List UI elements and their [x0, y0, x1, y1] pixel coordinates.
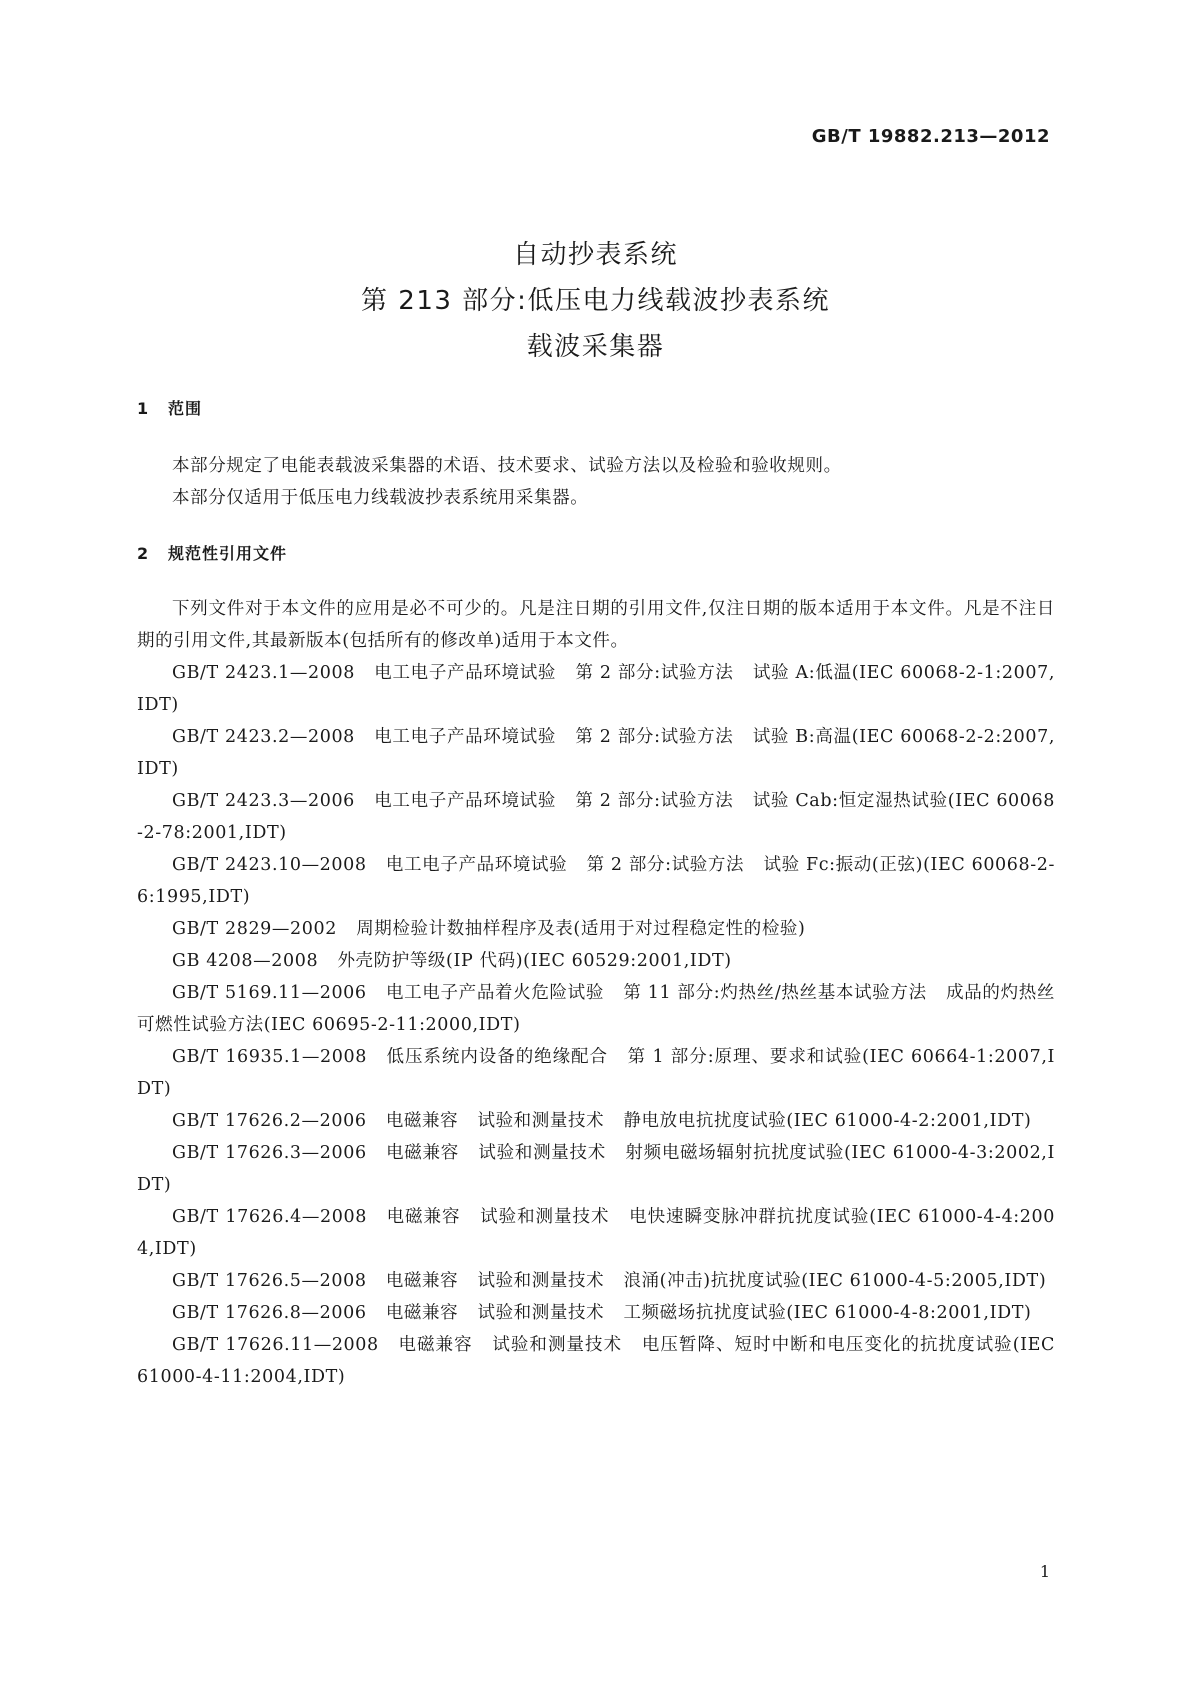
reference-title-part: 电磁兼容: [385, 1271, 459, 1291]
reference-title-part: 外壳防护等级(IP 代码)(IEC 60529:2001,IDT): [337, 951, 732, 971]
section-1-body: [137, 450, 1055, 514]
reference-title-part: 第 2 部分:试验方法: [575, 663, 734, 683]
reference-title-part: 电磁兼容: [385, 1111, 459, 1131]
reference-entry: [137, 977, 1055, 1041]
reference-entry: [137, 1297, 1055, 1329]
reference-title-part: 第 2 部分:试验方法: [586, 855, 745, 875]
reference-title-part: 射频电磁场辐射抗扰度试验(IEC 61000-4-3:2002,IDT): [137, 1143, 1055, 1195]
reference-entry: [137, 785, 1055, 849]
reference-title-part: 试验 Cab:恒定湿热试验(IEC 60068-2-78:2001,IDT): [137, 791, 1055, 843]
section-1-title: 范围: [168, 399, 203, 418]
reference-entry: [137, 1265, 1055, 1297]
reference-title-part: 试验和测量技术: [477, 1111, 605, 1131]
reference-code: GB/T 5169.11—2006: [172, 983, 367, 1003]
reference-title-part: 第 2 部分:试验方法: [575, 727, 734, 747]
reference-entry: [137, 721, 1055, 785]
reference-code: GB/T 17626.2—2006: [172, 1111, 367, 1131]
reference-entry: [137, 1105, 1055, 1137]
reference-title-part: 第 11 部分:灼热丝/热丝基本试验方法: [623, 983, 927, 1003]
reference-title-part: 试验和测量技术: [479, 1207, 610, 1227]
section-2-body: [137, 593, 1055, 1393]
reference-title-part: 电工电子产品环境试验: [374, 791, 557, 811]
reference-entry: [137, 849, 1055, 913]
reference-code: GB/T 2423.10—2008: [172, 855, 367, 875]
reference-title-part: 试验 A:低温(IEC 60068-2-1:2007,IDT): [137, 663, 1056, 715]
reference-list: [137, 657, 1055, 1393]
reference-title-part: 电磁兼容: [386, 1207, 461, 1227]
section-1-paragraph: 本部分仅适用于低压电力线载波抄表系统用采集器。: [172, 488, 589, 508]
reference-entry: [137, 945, 1055, 977]
section-1-paragraph: 本部分规定了电能表载波采集器的术语、技术要求、试验方法以及检验和验收规则。: [172, 456, 842, 476]
reference-title-part: 试验 Fc:振动(正弦)(IEC 60068-2-6:1995,IDT): [137, 855, 1056, 907]
section-2-heading: [137, 541, 287, 564]
reference-entry: [137, 913, 1055, 945]
title-line-1: 自动抄表系统: [512, 240, 678, 270]
reference-title-part: 成品的灼热丝可燃性试验方法(IEC 60695-2-11:2000,IDT): [137, 983, 1056, 1035]
reference-title-part: 电工电子产品环境试验: [385, 855, 568, 875]
reference-title-part: 静电放电抗扰度试验(IEC 61000-4-2:2001,IDT): [623, 1111, 1032, 1131]
reference-entry: [137, 1137, 1055, 1201]
reference-entry: [137, 1329, 1055, 1393]
reference-title-part: 周期检验计数抽样程序及表(适用于对过程稳定性的检验): [356, 919, 806, 939]
section-1-heading: [137, 396, 202, 419]
reference-title-part: 电磁兼容: [398, 1335, 473, 1355]
reference-entry: [137, 1201, 1055, 1265]
reference-title-part: 浪涌(冲击)抗扰度试验(IEC 61000-4-5:2005,IDT): [623, 1271, 1047, 1291]
reference-entry: [137, 657, 1055, 721]
reference-title-part: 第 2 部分:试验方法: [575, 791, 734, 811]
reference-title-part: 试验和测量技术: [477, 1303, 605, 1323]
reference-code: GB/T 2829—2002: [172, 919, 337, 939]
reference-title-part: 第 1 部分:原理、要求和试验(IEC 60664-1:2007,IDT): [137, 1047, 1055, 1099]
reference-code: GB/T 2423.3—2006: [172, 791, 355, 811]
section-2-intro: 下列文件对于本文件的应用是必不可少的。凡是注日期的引用文件,仅注日期的版本适用于本文件。凡是不注日期的引用文件,其最新版本(包括所有的修改单)适用于本文件。: [137, 599, 1055, 651]
reference-title-part: 试验 B:高温(IEC 60068-2-2:2007,IDT): [137, 727, 1056, 779]
reference-title-part: 试验和测量技术: [477, 1271, 605, 1291]
title-line-3: 载波采集器: [526, 332, 665, 362]
section-2-number: 2: [137, 544, 150, 563]
reference-title-part: 电快速瞬变脉冲群抗扰度试验(IEC 61000-4-4:2004,IDT): [137, 1207, 1055, 1259]
reference-title-part: 电磁兼容: [385, 1143, 459, 1163]
reference-code: GB/T 2423.2—2008: [172, 727, 355, 747]
reference-code: GB/T 17626.5—2008: [172, 1271, 367, 1291]
document-title: [0, 232, 1191, 370]
reference-title-part: 电工电子产品环境试验: [374, 727, 557, 747]
reference-title-part: 试验和测量技术: [478, 1143, 606, 1163]
reference-code: GB 4208—2008: [172, 951, 319, 971]
reference-title-part: 工频磁场抗扰度试验(IEC 61000-4-8:2001,IDT): [623, 1303, 1032, 1323]
reference-title-part: 低压系统内设备的绝缘配合: [386, 1047, 608, 1067]
section-2-title: 规范性引用文件: [168, 544, 288, 563]
standard-number: GB/T 19882.213—2012: [811, 126, 1050, 147]
reference-title-part: 电磁兼容: [385, 1303, 459, 1323]
reference-code: GB/T 2423.1—2008: [172, 663, 355, 683]
reference-code: GB/T 17626.11—2008: [172, 1335, 379, 1355]
reference-code: GB/T 17626.4—2008: [172, 1207, 367, 1227]
reference-code: GB/T 17626.8—2006: [172, 1303, 367, 1323]
reference-title-part: 试验和测量技术: [491, 1335, 623, 1355]
title-line-2: 第 213 部分:低压电力线载波抄表系统: [361, 286, 830, 316]
reference-title-part: 电工电子产品环境试验: [374, 663, 557, 683]
reference-code: GB/T 17626.3—2006: [172, 1143, 367, 1163]
page-number: 1: [1039, 1562, 1050, 1581]
reference-entry: [137, 1041, 1055, 1105]
reference-title-part: 电压暂降、短时中断和电压变化的抗扰度试验(IEC 61000-4-11:2004,IDT): [137, 1335, 1056, 1387]
reference-code: GB/T 16935.1—2008: [172, 1047, 367, 1067]
reference-title-part: 电工电子产品着火危险试验: [385, 983, 604, 1003]
section-1-number: 1: [137, 399, 150, 418]
